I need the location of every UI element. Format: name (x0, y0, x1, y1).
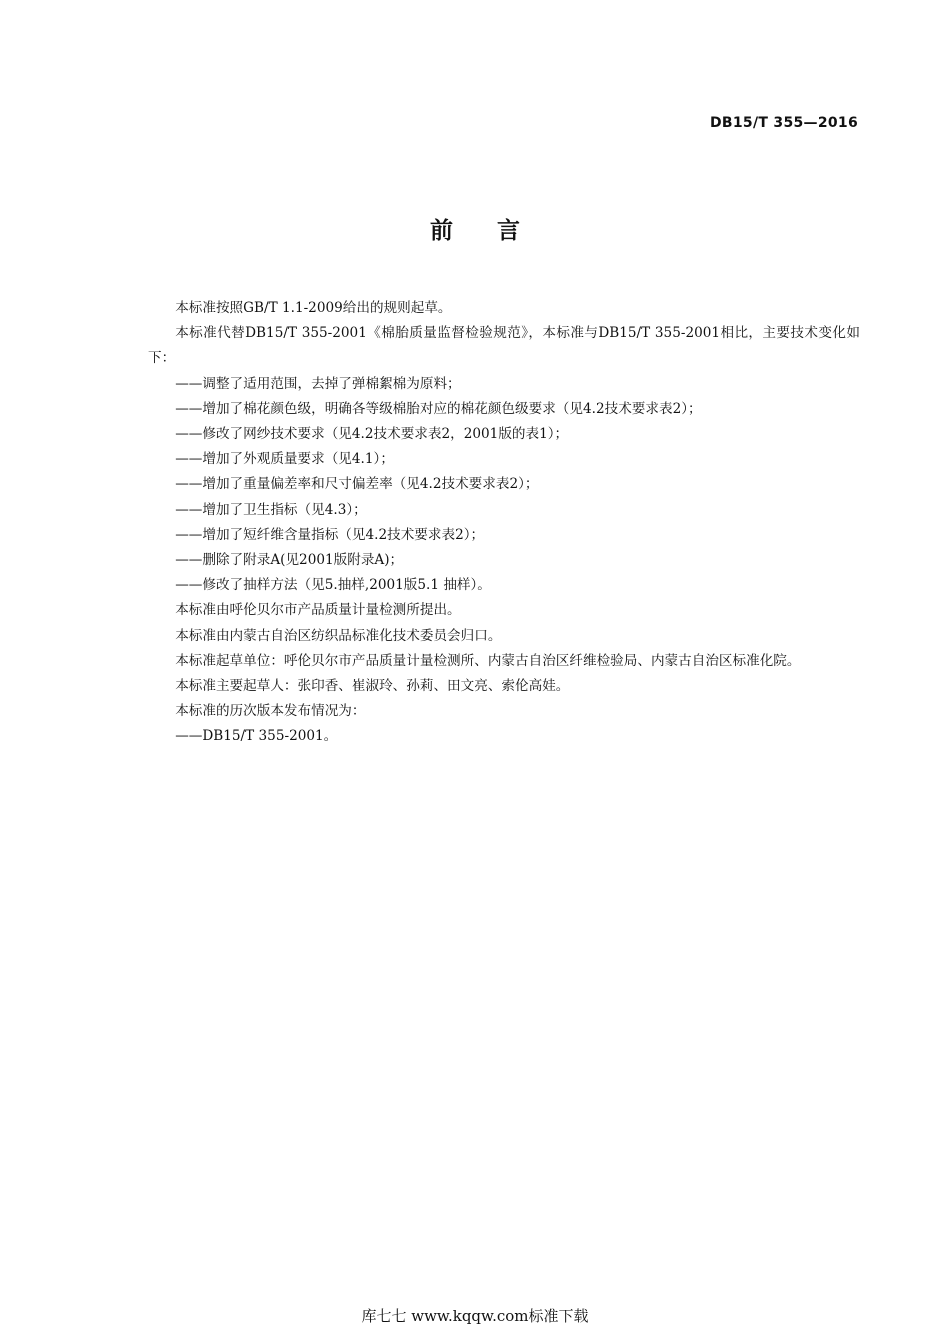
change-item: ——删除了附录A(见2001版附录A)； (175, 552, 404, 569)
paragraph-history: 本标准的历次版本发布情况为： (175, 703, 366, 720)
change-item: ——增加了外观质量要求（见4.1）； (175, 451, 394, 468)
footer-watermark: 库七七 www.kqqw.com标准下载 (361, 1307, 589, 1325)
foreword-body (148, 296, 860, 750)
title-char-1: 前 (430, 218, 453, 244)
page-title (0, 212, 950, 245)
change-item: ——增加了棉花颜色级，明确各等级棉胎对应的棉花颜色级要求（见4.2技术要求表2）； (175, 400, 702, 417)
paragraph-replacement: 本标准代替DB15/T 355-2001《棉胎质量监督检验规范》，本标准与DB15/T 355-2001相比，主要技术变化如下： (148, 325, 860, 367)
change-item: ——增加了卫生指标（见4.3）； (175, 501, 367, 518)
history-item: ——DB15/T 355-2001。 (175, 728, 338, 745)
change-item: ——调整了适用范围，去掉了弹棉絮棉为原料； (175, 375, 461, 392)
paragraph-drafting-rules: 本标准按照GB/T 1.1-2009给出的规则起草。 (175, 300, 452, 316)
paragraph-drafters: 本标准主要起草人：张印香、崔淑玲、孙莉、田文亮、索伦高娃。 (175, 678, 570, 695)
change-item: ——增加了短纤维含量指标（见4.2技术要求表2）； (175, 526, 485, 543)
change-item: ——修改了网纱技术要求（见4.2技术要求表2，2001版的表1）； (175, 426, 569, 443)
paragraph-proposer: 本标准由呼伦贝尔市产品质量计量检测所提出。 (175, 602, 461, 619)
standard-code: DB15/T 355—2016 (710, 115, 858, 131)
change-item: ——修改了抽样方法（见5.抽样,2001版5.1 抽样）。 (175, 577, 491, 594)
change-item: ——增加了重量偏差率和尺寸偏差率（见4.2技术要求表2）； (175, 476, 539, 493)
paragraph-drafting-units: 本标准起草单位：呼伦贝尔市产品质量计量检测所、内蒙古自治区纤维检验局、内蒙古自治区标准化院。 (175, 652, 801, 669)
paragraph-committee: 本标准由内蒙古自治区纺织品标准化技术委员会归口。 (175, 627, 502, 644)
title-char-2: 言 (497, 218, 520, 244)
